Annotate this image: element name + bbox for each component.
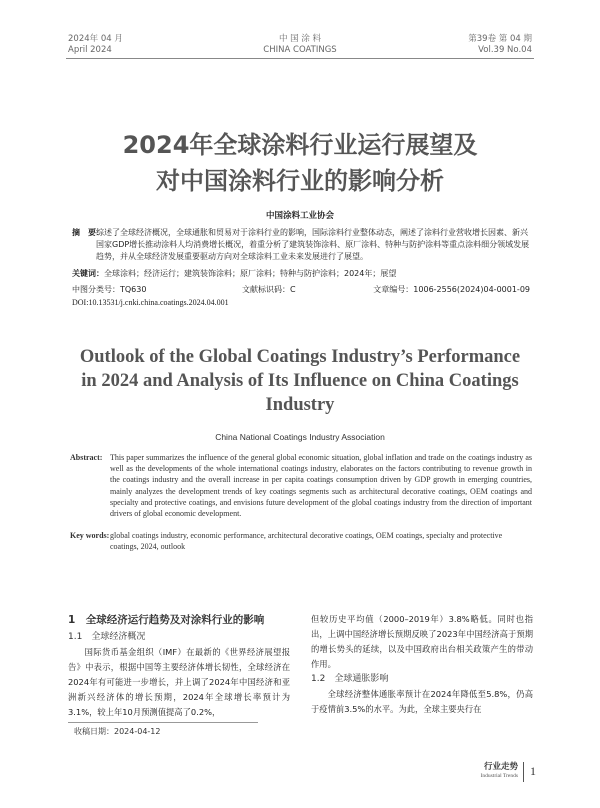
article-number: 文章编号：1006-2556(2024)04-0001-09	[373, 285, 530, 294]
cn-title-line2: 对中国涂料行业的影响分析	[156, 167, 444, 195]
cn-title-line1: 2024年全球涂料行业运行展望及	[122, 131, 478, 159]
en-title-line1: Outlook of the Global Coatings Industry’s Performance	[79, 347, 521, 367]
en-title	[70, 345, 530, 417]
cn-keywords-text: 全球涂料；经济运行；建筑装饰涂料；原厂涂料；特种与防护涂料；2024年；展望	[104, 269, 397, 278]
received-date: 收稿日期：2024-04-12	[74, 727, 161, 736]
section-tag	[481, 762, 518, 780]
en-title-line2: in 2024 and Analysis of Its Influence on China Coatings	[81, 371, 519, 391]
cn-keywords-label: 关键词：	[72, 269, 104, 278]
en-abstract-text: This paper summarizes the influence of the general global economic situation, global inflation and trade on the coatings industry as well as the developments of the whole international coatings industry, elaborates on the factors contributing to revenue growth in the coatings industry and the overall increase in per capita coatings consumption driven by GDP growth in emerging countries, mainly analyzes the development trends of key coatings segments such as architectural decorative coatings, OEM coatings and specialty and protective coatings, and envisions future development of the global coatings industry from the direction of important drivers of global economic development.	[110, 453, 532, 519]
section-1-2-heading: 1.2 全球通胀影响	[311, 674, 389, 684]
en-keywords-text: global coatings industry, economic performance, architectural decorative coatings, OEM coatings, specialty and protective coatings, 2024, outlook	[110, 531, 503, 552]
doi[interactable]: DOI:10.13531/j.cnki.china.coatings.2024.04.001	[72, 298, 229, 307]
section-tag-en: Industrial Trends	[480, 773, 518, 779]
body-column-left	[68, 612, 290, 720]
cn-abstract	[72, 227, 532, 263]
header-date-cn: 2024年 04 月	[68, 34, 123, 44]
document-code: 文献标识码：C	[242, 285, 296, 294]
body-column-right	[311, 612, 533, 717]
right-column-paragraph-1: 但较历史平均值（2000–2019年）3.8%略低。同时也指出，上调中国经济增长预期反映了2023年中国经济高于预期的增长势头的延续，以及中国政府出台相关政策产生的带动作用。	[311, 614, 533, 669]
header-issue-en: Vol.39 No.04	[478, 45, 532, 55]
section-1-2-paragraph: 全球经济整体通胀率预计在2024年降低至5.8%，仍高于疫情前3.5%的水平。为此，全球主要央行在	[311, 689, 533, 714]
en-keywords-label: Key words:	[70, 531, 110, 540]
cn-abstract-label: 摘 要：	[72, 228, 104, 237]
section-1-heading: 1 全球经济运行趋势及对涂料行业的影响	[68, 614, 265, 626]
clc-number: 中图分类号：TQ630	[72, 285, 147, 294]
header-date-en: April 2024	[68, 45, 112, 55]
en-keywords	[70, 530, 532, 552]
page-number: 1	[530, 764, 536, 778]
section-tag-cn: 行业走势	[483, 762, 518, 772]
en-abstract	[70, 452, 532, 519]
en-abstract-label: Abstract:	[70, 453, 103, 462]
header-divider	[66, 58, 534, 59]
cn-keywords	[72, 268, 542, 280]
en-author-org: China National Coatings Industry Association	[215, 432, 385, 442]
section-tag-divider	[523, 762, 524, 782]
section-1-1-paragraph: 国际货币基金组织（IMF）在最新的《世界经济展望报告》中表示，根据中国等主要经济体增长韧性，全球经济在2024年有可能进一步增长，并上调了2024年中国经济和亚洲新兴经济体的增长预期，2024年全球增长率预计为3.1%，较上年10月预测值提高了0.2%，	[68, 647, 290, 717]
header-issue	[468, 34, 532, 56]
footnote-divider	[68, 722, 258, 723]
section-1-1-heading: 1.1 全球经济概况	[68, 632, 146, 642]
cn-author-org: 中国涂料工业协会	[265, 211, 334, 221]
cn-title	[0, 127, 600, 199]
cn-abstract-text: 综述了全球经济概况，全球通胀和贸易对于涂料行业的影响，国际涂料行业整体动态，阐述了涂料行业营收增长因素、新兴国家GDP增长推动涂料人均消费增长概况，着重分析了建筑装饰涂料、原厂涂料、特种与防护涂料等重点涂料细分领域发展趋势，并从全球经济发展重要驱动方向对全球涂料工业未来发展进行了展望。	[96, 228, 530, 261]
header-journal-cn: 中 国 涂 料	[278, 34, 322, 44]
en-title-line3: Industry	[265, 395, 335, 415]
header-issue-cn: 第39卷 第 04 期	[468, 34, 532, 44]
header-journal-en: CHINA COATINGS	[263, 45, 337, 55]
